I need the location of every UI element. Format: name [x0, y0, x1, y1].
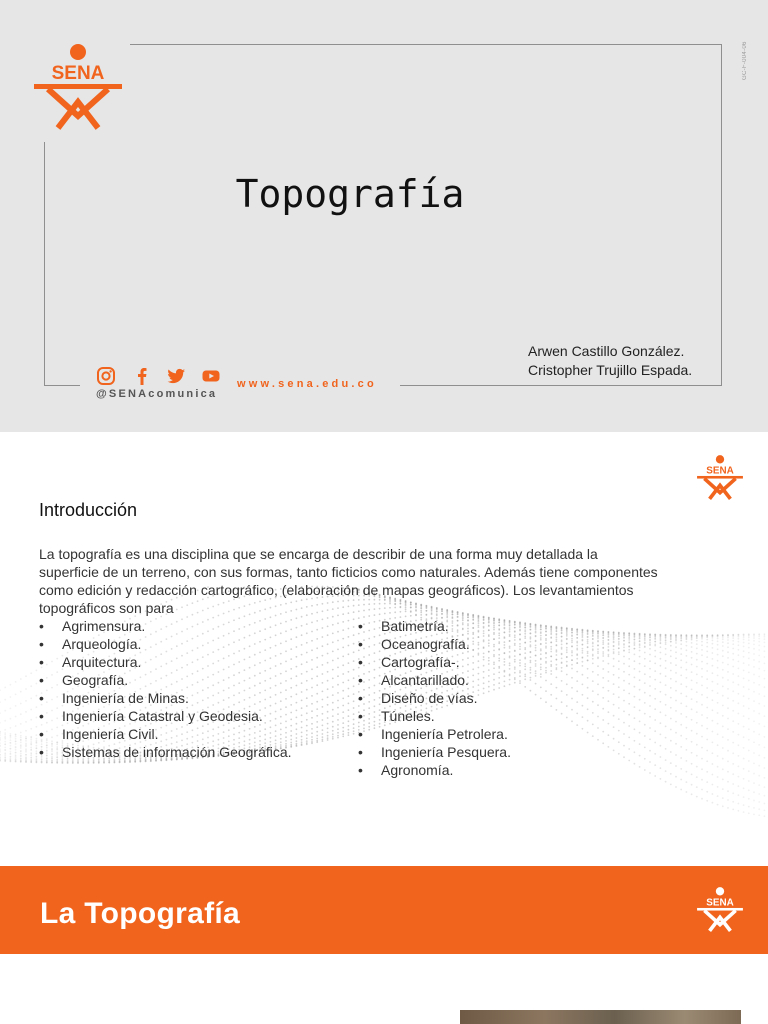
- list-item: • Túneles.: [358, 707, 511, 725]
- list-item: • Sistemas de información Geográfica.: [39, 743, 292, 761]
- instagram-icon[interactable]: [96, 366, 116, 386]
- logo-text: SENA: [706, 897, 734, 909]
- bullet-list-right: [358, 617, 511, 779]
- author-name: Cristopher Trujillo Espada.: [528, 362, 693, 378]
- document-code: GC-F-004-06: [742, 41, 748, 80]
- list-item: • Arqueología.: [39, 635, 292, 653]
- section-heading: Introducción: [39, 500, 138, 520]
- bullet-list-left: [39, 617, 292, 761]
- list-item: • Agrimensura.: [39, 617, 292, 635]
- list-item: • Alcantarillado.: [358, 671, 511, 689]
- list-item: • Diseño de vías.: [358, 689, 511, 707]
- list-item: • Oceanografía.: [358, 635, 511, 653]
- presentation-title: [0, 172, 700, 216]
- frame-line-bottom-left: [44, 385, 80, 386]
- frame-line-right: [721, 44, 722, 386]
- list-item: • Cartografía-.: [358, 653, 511, 671]
- sena-logo: [695, 452, 745, 502]
- section-banner: [0, 866, 768, 954]
- frame-line-bottom-right: [400, 385, 722, 386]
- list-item: • Ingeniería Civil.: [39, 725, 292, 743]
- logo-text: SENA: [51, 63, 105, 84]
- list-item: • Ingeniería Petrolera.: [358, 725, 511, 743]
- social-icons: [94, 366, 234, 388]
- social-handle[interactable]: @SENAcomunica: [96, 388, 218, 400]
- sena-logo: [30, 40, 126, 132]
- section-banner-title: La Topografía: [40, 897, 241, 930]
- terrain-photo: [460, 1010, 741, 1024]
- twitter-icon[interactable]: [166, 366, 186, 386]
- youtube-icon[interactable]: [201, 366, 221, 386]
- website-link[interactable]: www.sena.edu.co: [237, 378, 377, 390]
- facebook-icon[interactable]: [132, 366, 152, 386]
- frame-line-top: [130, 44, 722, 45]
- list-item: • Ingeniería de Minas.: [39, 689, 292, 707]
- logo-text: SENA: [706, 465, 734, 477]
- presentation-title-text: Topografía: [235, 172, 465, 216]
- list-item: • Agronomía.: [358, 761, 511, 779]
- slide-content-area: [0, 954, 768, 1024]
- intro-paragraph: La topografía es una disciplina que se encarga de describir de una forma muy detallada la superficie de un terreno, con sus formas, tanto ficticios como naturales. Además tiene componentes como edición y redacción cartográfico, (elaboración de mapas geográficos). Los levantamientos topográficos son para: [39, 546, 658, 616]
- list-item: • Arquitectura.: [39, 653, 292, 671]
- title-slide: [0, 0, 768, 432]
- author-name: Arwen Castillo González.: [528, 343, 685, 359]
- list-item: • Ingeniería Pesquera.: [358, 743, 511, 761]
- list-item: • Batimetría.: [358, 617, 511, 635]
- authors-block: [528, 342, 692, 380]
- introduction-slide: [0, 432, 768, 864]
- sena-logo-white: [695, 884, 745, 934]
- list-item: • Ingeniería Catastral y Geodesia.: [39, 707, 292, 725]
- list-item: • Geografía.: [39, 671, 292, 689]
